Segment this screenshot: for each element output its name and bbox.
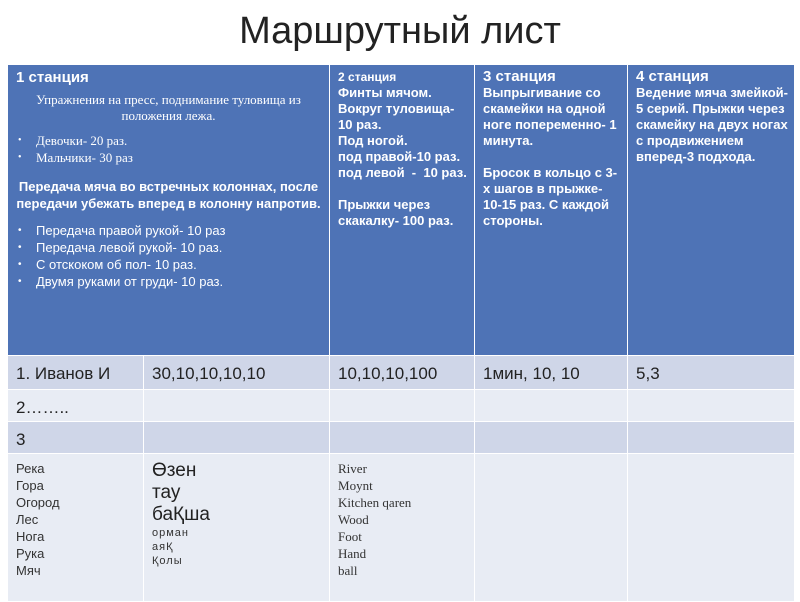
result-station-4 bbox=[628, 422, 794, 430]
result-station-2 bbox=[330, 422, 474, 430]
station-1-list-1 bbox=[8, 132, 329, 166]
station-2-title: 2 станция bbox=[338, 70, 397, 84]
station-1-list-2 bbox=[8, 222, 329, 290]
list-item: • С отскоком об пол- 10 раз. bbox=[36, 256, 329, 273]
station-4-text: Ведение мяча змейкой- 5 серий. Прыжки через скамейку на двух ногах с продвижением вперед-3 подхода. bbox=[636, 85, 792, 164]
station-3-title: 3 станция bbox=[483, 68, 556, 85]
station-1-exercise-2: Передача мяча во встречных колоннах, после передачи убежать вперед в колонну напротив. bbox=[16, 179, 321, 211]
result-station-3 bbox=[475, 422, 627, 430]
result-station-1 bbox=[144, 390, 329, 398]
result-station-3: 1мин, 10, 10 bbox=[483, 364, 580, 383]
vocab-russian: Река Гора Огород Лес Нога Рука Мяч bbox=[16, 461, 60, 578]
vocab-kazakh-large: Өзен тау баҚша bbox=[152, 460, 210, 525]
page-title: Маршрутный лист bbox=[239, 10, 561, 52]
table-row bbox=[8, 356, 795, 390]
station-1-exercise-1: Упражнения на пресс, поднимание туловища из положения лежа. bbox=[36, 92, 301, 123]
table-row bbox=[8, 422, 795, 454]
vocab-row bbox=[8, 454, 795, 602]
list-item: • Передача правой рукой- 10 раз bbox=[36, 222, 329, 239]
result-station-1 bbox=[144, 422, 329, 430]
list-item: • Мальчики- 30 раз bbox=[36, 149, 329, 166]
vocab-english: River Moynt Kitchen qaren Wood Foot Hand ball bbox=[338, 461, 412, 578]
student-name: 1. Иванов И bbox=[16, 364, 111, 383]
station-1-title: 1 станция bbox=[16, 69, 89, 86]
result-station-2: 10,10,10,100 bbox=[338, 364, 438, 383]
list-item: • Двумя руками от груди- 10 раз. bbox=[36, 273, 329, 290]
station-3-text: Выпрыгивание со скамейки на одной ноге попеременно- 1 минута. Бросок в кольцо с 3-х шагов в прыжке- 10-15 раз. С каждой стороны. bbox=[483, 85, 618, 228]
route-table bbox=[7, 64, 795, 602]
station-4-title: 4 станция bbox=[636, 68, 709, 85]
vocab-kazakh-small: орман аяҚ Қолы bbox=[152, 527, 189, 567]
station-4-header bbox=[628, 65, 795, 356]
result-station-1: 30,10,10,10,10 bbox=[152, 364, 266, 383]
student-name: 2…….. bbox=[16, 398, 69, 417]
list-item: • Девочки- 20 раз. bbox=[36, 132, 329, 149]
result-station-4 bbox=[628, 390, 794, 398]
result-station-2 bbox=[330, 390, 474, 398]
student-name: 3 bbox=[16, 430, 26, 449]
table-row bbox=[8, 390, 795, 422]
station-2-text: Финты мячом. Вокруг туловища- 10 раз. Под ногой. под правой-10 раз. под левой - 10 раз. Прыжки через скакалку- 100 раз. bbox=[338, 85, 467, 228]
result-station-4: 5,3 bbox=[636, 364, 660, 383]
station-1-header bbox=[8, 65, 330, 356]
list-item: • Передача левой рукой- 10 раз. bbox=[36, 239, 329, 256]
station-3-header bbox=[475, 65, 628, 356]
station-2-header bbox=[330, 65, 475, 356]
result-station-3 bbox=[475, 390, 627, 398]
